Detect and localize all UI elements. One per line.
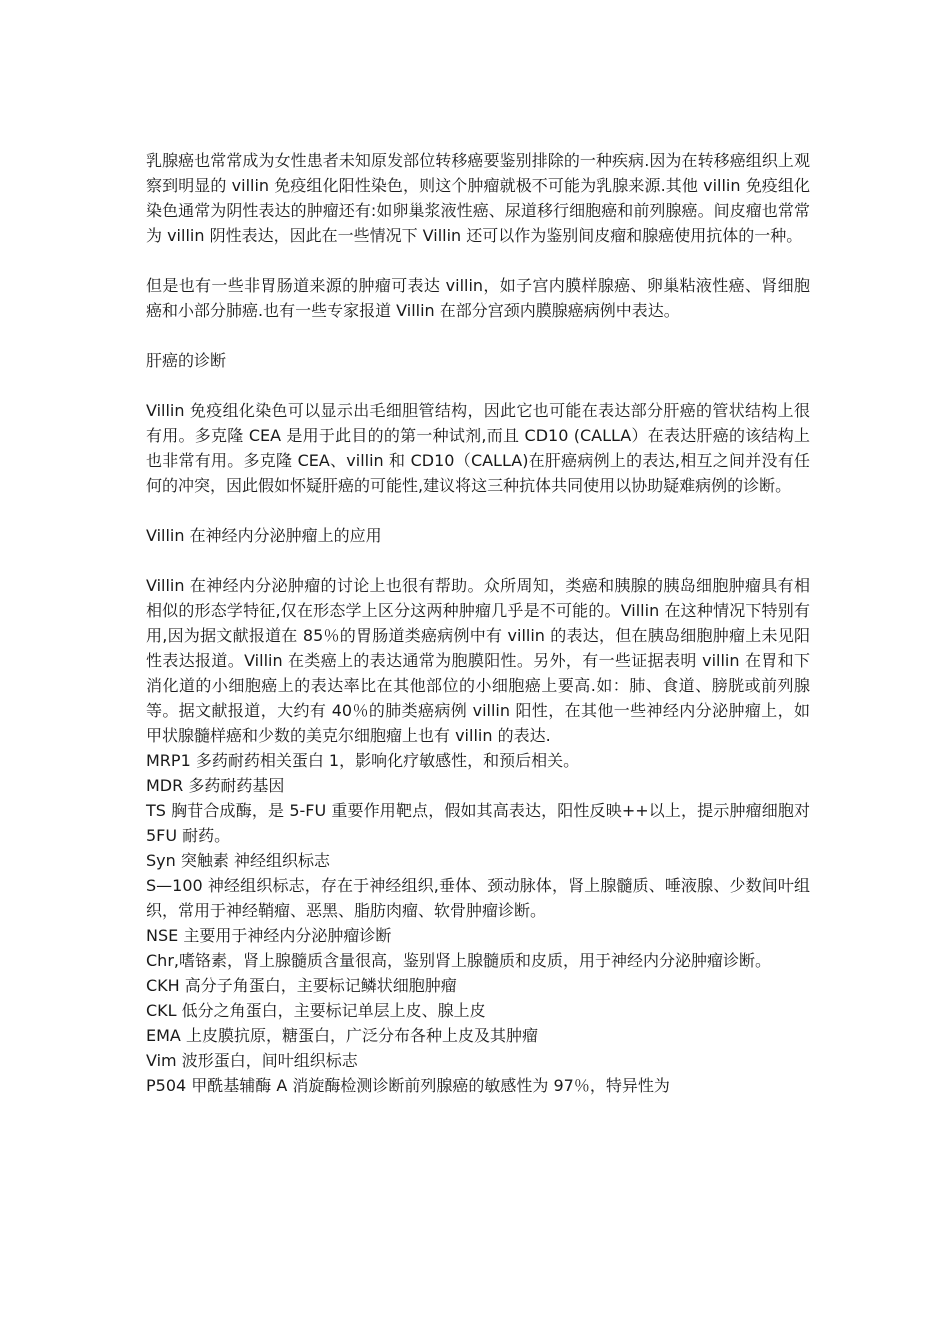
paragraph: TS 胸苷合成酶，是 5-FU 重要作用靶点，假如其高表达，阳性反映++以上，提示肿瘤细胞对 5FU 耐药。 — [146, 801, 810, 845]
paragraph: Syn 突触素 神经组织标志 — [146, 851, 330, 870]
paragraph-spacer — [146, 373, 810, 398]
paragraph: CKH 高分子角蛋白，主要标记鳞状细胞肿瘤 — [146, 976, 457, 995]
paragraph: Villin 在神经内分泌肿瘤上的应用 — [146, 526, 382, 545]
paragraph: Chr,嗜铬素，肾上腺髓质含量很高，鉴别肾上腺髓质和皮质，用于神经内分泌肿瘤诊断。 — [146, 951, 771, 970]
document-body — [146, 148, 810, 1098]
paragraph: P504 甲酰基辅酶 A 消旋酶检测诊断前列腺癌的敏感性为 97％，特异性为 — [146, 1076, 670, 1095]
paragraph-spacer — [146, 323, 810, 348]
paragraph: EMA 上皮膜抗原，糖蛋白，广泛分布各种上皮及其肿瘤 — [146, 1026, 538, 1045]
paragraph: 肝癌的诊断 — [146, 351, 227, 370]
paragraph: Villin 免疫组化染色可以显示出毛细胆管结构，因此它也可能在表达部分肝癌的管状结构上很有用。多克隆 CEA 是用于此目的的第一种试剂,而且 CD10 (CALLA）在表达肝癌的该结构上也非常有用。多克隆 CEA、villin 和 CD10（CALLA)在肝癌病例上的表达,相互之间并没有任何的冲突，因此假如怀疑肝癌的可能性,建议将这三种抗体共同使用以协助疑难病例的诊断。 — [146, 401, 810, 495]
paragraph: Vim 波形蛋白，间叶组织标志 — [146, 1051, 358, 1070]
paragraph-spacer — [146, 548, 810, 573]
paragraph: 乳腺癌也常常成为女性患者未知原发部位转移癌要鉴别排除的一种疾病.因为在转移癌组织上观察到明显的 villin 免疫组化阳性染色，则这个肿瘤就极不可能为乳腺来源.其他 villin 免疫组化染色通常为阴性表达的肿瘤还有:如卵巢浆液性癌、尿道移行细胞癌和前列腺癌。间皮瘤也常常为 villin 阴性表达，因此在一些情况下 Villin 还可以作为鉴别间皮瘤和腺癌使用抗体的一种。 — [146, 151, 810, 245]
paragraph: CKL 低分之角蛋白，主要标记单层上皮、腺上皮 — [146, 1001, 486, 1020]
paragraph: S—100 神经组织标志，存在于神经组织,垂体、颈动脉体，肾上腺髓质、唾液腺、少数间叶组织，常用于神经鞘瘤、恶黑、脂肪肉瘤、软骨肿瘤诊断。 — [146, 876, 810, 920]
paragraph: MDR 多药耐药基因 — [146, 776, 285, 795]
paragraph: 但是也有一些非胃肠道来源的肿瘤可表达 villin，如子宫内膜样腺癌、卵巢粘液性癌、肾细胞癌和小部分肺癌.也有一些专家报道 Villin 在部分宫颈内膜腺癌病例中表达。 — [146, 276, 810, 320]
paragraph-spacer — [146, 248, 810, 273]
paragraph-spacer — [146, 498, 810, 523]
paragraph: NSE 主要用于神经内分泌肿瘤诊断 — [146, 926, 392, 945]
paragraph: MRP1 多药耐药相关蛋白 1，影响化疗敏感性，和预后相关。 — [146, 751, 580, 770]
paragraph: Villin 在神经内分泌肿瘤的讨论上也很有帮助。众所周知，类癌和胰腺的胰岛细胞肿瘤具有相相似的形态学特征,仅在形态学上区分这两种肿瘤几乎是不可能的。Villin 在这种情况下特别有用,因为据文献报道在 85％的胃肠道类癌病例中有 villin 的表达，但在胰岛细胞肿瘤上未见阳性表达报道。Villin 在类癌上的表达通常为胞膜阳性。另外，有一些证据表明 villin 在胃和下消化道的小细胞癌上的表达率比在其他部位的小细胞癌上要高.如：肺、食道、膀胱或前列腺等。据文献报道，大约有 40％的肺类癌病例 villin 阳性，在其他一些神经内分泌肿瘤上，如甲状腺髓样癌和少数的美克尔细胞瘤上也有 villin 的表达. — [146, 576, 810, 745]
